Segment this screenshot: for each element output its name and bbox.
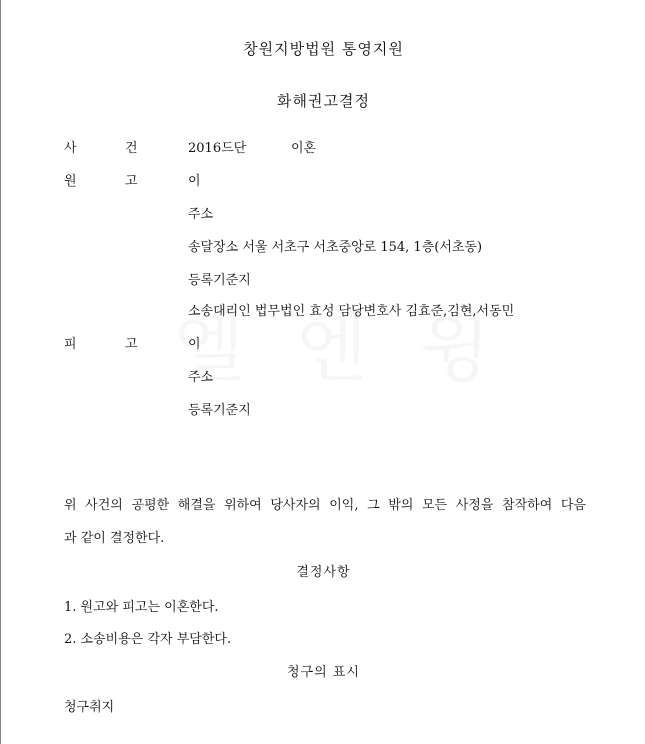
body-paragraph: [64, 494, 589, 513]
claim-purpose-label: 청구취지: [64, 700, 115, 715]
plaintiff-address: 주소: [188, 207, 214, 222]
plaintiff-name: 이: [188, 174, 201, 189]
defendant-name: 이: [188, 337, 201, 352]
body-line-1: 위 사건의 공평한 해결을 위하여 당사자의 이익, 그 밖의 모든 사정을 참작하여 다음: [64, 498, 586, 513]
case-label-first: 사: [64, 141, 77, 156]
case-number: 2016드단: [188, 141, 247, 156]
court-name: 창원지방법원 통영지원: [243, 40, 404, 58]
plaintiff-service-place: 송달장소 서울 서초구 서초중앙로 154, 1층(서초동): [188, 240, 483, 255]
plaintiff-counsel: 소송대리인 법무법인 효성 담당변호사 김효준,김현,서동민: [188, 304, 515, 319]
plaintiff-label-first: 원: [64, 174, 77, 189]
case-label-second: 건: [125, 141, 138, 156]
body-line-2: 과 같이 결정한다.: [64, 531, 165, 546]
case-name: 이혼: [291, 141, 317, 156]
decision-item: 2. 소송비용은 각자 부담한다.: [64, 632, 232, 647]
defendant-address: 주소: [188, 370, 214, 385]
body-paragraph-continued: [64, 527, 589, 546]
decision-item: 1. 원고와 피고는 이혼한다.: [64, 600, 219, 615]
plaintiff-registered-domicile: 등록기준지: [188, 273, 251, 288]
defendant-label-second: 고: [125, 337, 138, 352]
plaintiff-label-second: 고: [125, 174, 138, 189]
defendant-registered-domicile: 등록기준지: [188, 403, 251, 418]
decision-heading: 결정사항: [296, 565, 351, 580]
claim-heading: 청구의 표시: [287, 665, 360, 680]
document-title: 화해권고결정: [277, 92, 370, 110]
defendant-label-first: 피: [64, 337, 77, 352]
